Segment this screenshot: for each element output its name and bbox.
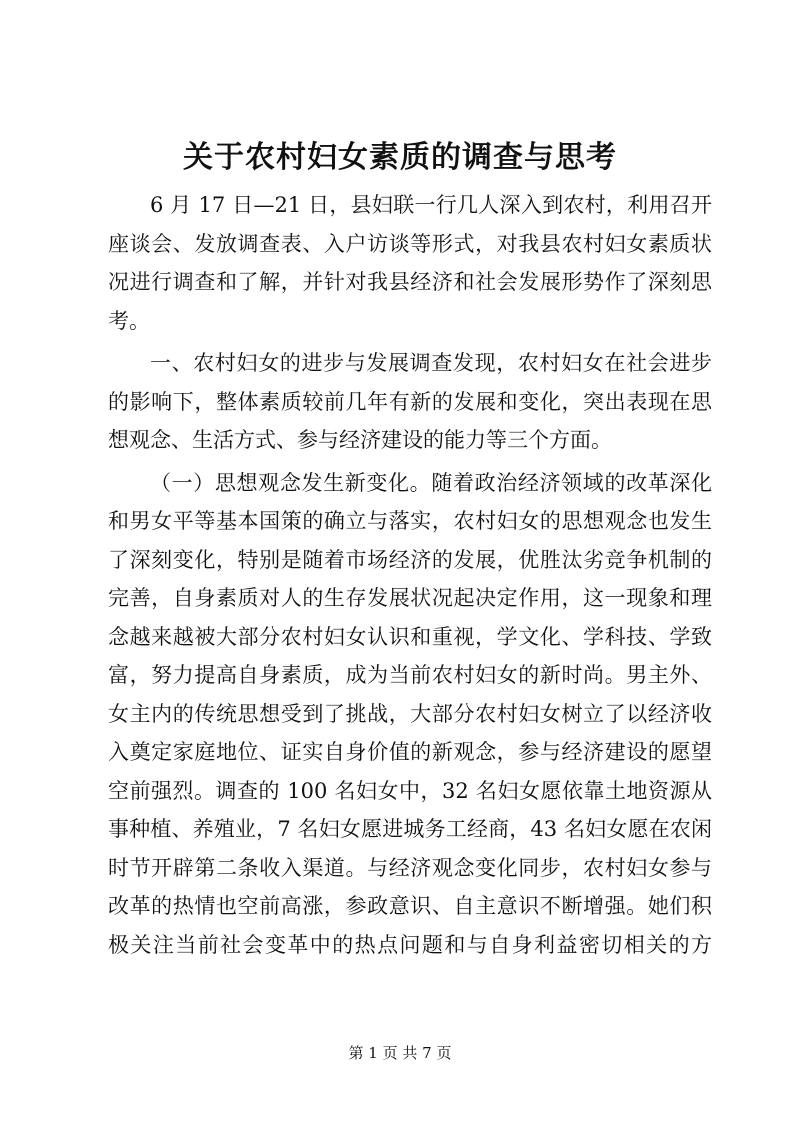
page-indicator: 第 1 页 共 7 页 [348, 1044, 452, 1062]
text-line: 女主内的传统思想受到了挑战，大部分农村妇女树立了以经济收 [108, 701, 712, 726]
text-line: 极关注当前社会变革中的热点问题和与自身利益密切相关的方 [108, 932, 712, 957]
paragraph-1 [108, 186, 712, 340]
text-line: 改革的热情也空前高涨，参政意识、自主意识不断增强。她们积 [108, 894, 712, 918]
text-line: 空前强烈。调查的 100 名妇女中，32 名妇女愿依靠土地资源从 [108, 778, 712, 803]
text-line: 况进行调查和了解，并针对我县经济和社会发展形势作了深刻思 [108, 270, 712, 294]
text-line: 时节开辟第二条收入渠道。与经济观念变化同步，农村妇女参与 [108, 855, 712, 880]
text-line: 考。 [108, 308, 150, 333]
text-line: 富，努力提高自身素质，成为当前农村妇女的新时尚。男主外、 [108, 663, 712, 687]
page-footer [0, 1043, 800, 1063]
document-title: 关于农村妇女素质的调查与思考 [183, 140, 617, 175]
text-line: 完善，自身素质对人的生存发展状况起决定作用，这一现象和理 [108, 586, 712, 610]
text-line: 了深刻变化，特别是随着市场经济的发展，优胜汰劣竞争机制的 [108, 547, 712, 572]
text-line: 和男女平等基本国策的确立与落实，农村妇女的思想观念也发生 [108, 509, 712, 533]
paragraph-3 [108, 464, 712, 965]
text-line: 6 月 17 日—21 日，县妇联一行几人深入到农村，利用召开 [150, 193, 712, 217]
text-line: （一）思想观念发生新变化。随着政治经济领域的改革深化 [150, 470, 712, 495]
paragraph-2 [108, 344, 712, 460]
text-line: 座谈会、发放调查表、入户访谈等形式，对我县农村妇女素质状 [108, 231, 712, 256]
text-line: 事种植、养殖业，7 名妇女愿进城务工经商，43 名妇女愿在农闲 [108, 817, 712, 841]
text-line: 想观念、生活方式、参与经济建设的能力等三个方面。 [108, 428, 612, 452]
text-line: 的影响下，整体素质较前几年有新的发展和变化，突出表现在思 [108, 389, 712, 414]
document-body [108, 186, 712, 964]
text-line: 念越来越被大部分农村妇女认识和重视，学文化、学科技、学致 [108, 624, 712, 649]
text-line: 入奠定家庭地位、证实自身价值的新观念，参与经济建设的愿望 [108, 740, 712, 764]
text-line: 一、农村妇女的进步与发展调查发现，农村妇女在社会进步 [150, 351, 712, 375]
